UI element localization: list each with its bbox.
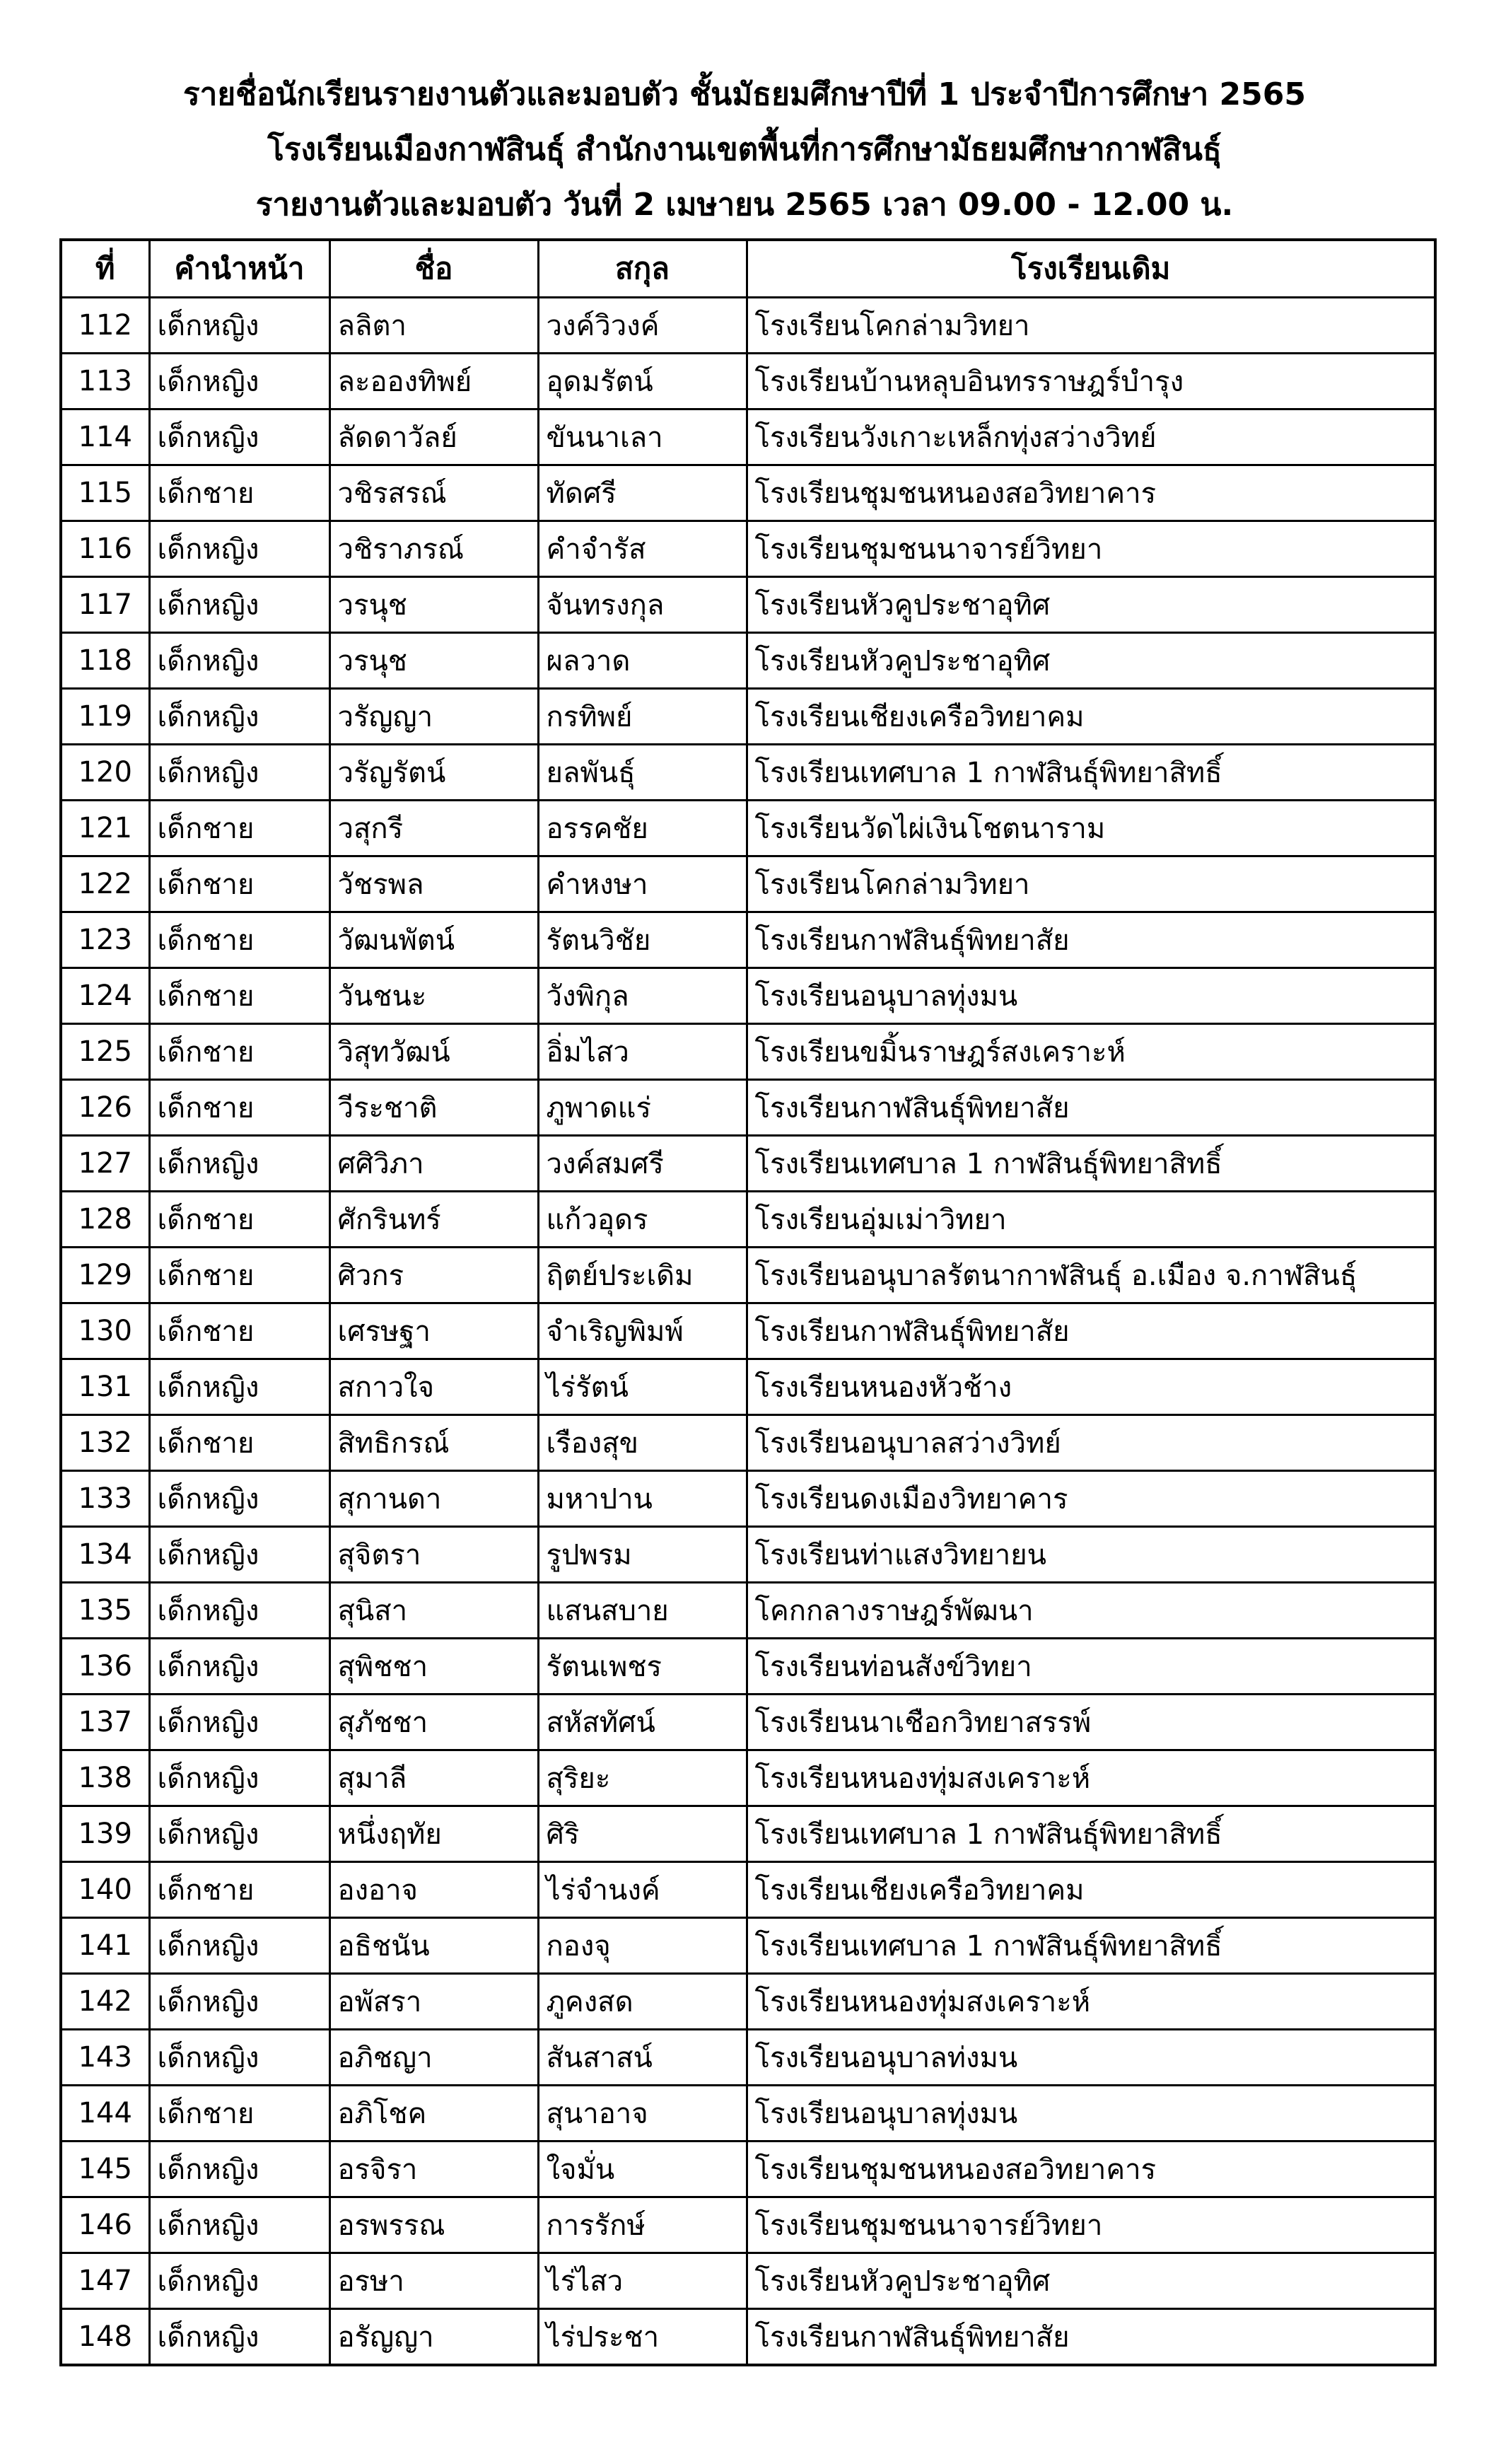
cell-previous-school: โรงเรียนชุมชนนาจารย์วิทยา	[747, 521, 1435, 577]
cell-last-name: รัตนเพชร	[538, 1639, 747, 1695]
cell-last-name: ผลวาด	[538, 633, 747, 689]
cell-number: 124	[61, 968, 149, 1024]
table-body	[61, 298, 1435, 2366]
cell-last-name: ศิริ	[538, 1806, 747, 1862]
cell-last-name: รูปพรม	[538, 1527, 747, 1583]
cell-previous-school: โรงเรียนท่อนสังข์วิทยา	[747, 1639, 1435, 1695]
cell-first-name: อภิชญา	[329, 2030, 538, 2086]
column-header-prefix: คำนำหน้า	[149, 240, 329, 298]
cell-first-name: วชิราภรณ์	[329, 521, 538, 577]
cell-last-name: สันสาสน์	[538, 2030, 747, 2086]
table-row	[61, 2253, 1435, 2309]
cell-last-name: ใจมั่น	[538, 2142, 747, 2197]
cell-number: 141	[61, 1918, 149, 1974]
cell-prefix: เด็กหญิง	[149, 1918, 329, 1974]
cell-last-name: ภูพาดแร่	[538, 1080, 747, 1136]
table-row	[61, 1918, 1435, 1974]
cell-number: 135	[61, 1583, 149, 1639]
cell-prefix: เด็กหญิง	[149, 633, 329, 689]
cell-last-name: แก้วอุดร	[538, 1192, 747, 1248]
cell-previous-school: โรงเรียนอนุบาลทุ่งมน	[747, 2086, 1435, 2142]
table-row	[61, 633, 1435, 689]
table-row	[61, 1024, 1435, 1080]
cell-first-name: วชิรสรณ์	[329, 465, 538, 521]
cell-prefix: เด็กชาย	[149, 1080, 329, 1136]
cell-last-name: เรืองสุข	[538, 1415, 747, 1471]
cell-first-name: ลัดดาวัลย์	[329, 409, 538, 465]
cell-first-name: วัชรพล	[329, 856, 538, 912]
table-row	[61, 1080, 1435, 1136]
cell-prefix: เด็กหญิง	[149, 577, 329, 633]
cell-previous-school: โรงเรียนหนองหัวช้าง	[747, 1359, 1435, 1415]
cell-previous-school: โรงเรียนอนุบาลรัตนากาฬสินธุ์ อ.เมือง จ.กาฬสินธุ์	[747, 1248, 1435, 1303]
cell-number: 146	[61, 2197, 149, 2253]
table-row	[61, 1248, 1435, 1303]
cell-number: 125	[61, 1024, 149, 1080]
cell-last-name: ไร่ไสว	[538, 2253, 747, 2309]
cell-first-name: วรัญรัตน์	[329, 745, 538, 801]
cell-prefix: เด็กหญิง	[149, 2309, 329, 2366]
cell-prefix: เด็กชาย	[149, 1862, 329, 1918]
table-row	[61, 1750, 1435, 1806]
cell-number: 129	[61, 1248, 149, 1303]
cell-previous-school: โรงเรียนกาฬสินธุ์พิทยาสัย	[747, 2309, 1435, 2366]
cell-prefix: เด็กหญิง	[149, 2197, 329, 2253]
cell-first-name: ศักรินทร์	[329, 1192, 538, 1248]
cell-previous-school: โรงเรียนเทศบาล 1 กาฬสินธุ์พิทยาสิทธิ์	[747, 1806, 1435, 1862]
cell-last-name: สุริยะ	[538, 1750, 747, 1806]
cell-last-name: คำจำรัส	[538, 521, 747, 577]
cell-last-name: จันทรงกุล	[538, 577, 747, 633]
cell-last-name: มหาปาน	[538, 1471, 747, 1527]
cell-last-name: วงค์วิวงค์	[538, 298, 747, 354]
cell-last-name: วงค์สมศรี	[538, 1136, 747, 1192]
cell-previous-school: โรงเรียนวัดไผ่เงินโชตนาราม	[747, 801, 1435, 856]
cell-previous-school: โรงเรียนชุมชนนาจารย์วิทยา	[747, 2197, 1435, 2253]
cell-number: 139	[61, 1806, 149, 1862]
cell-number: 126	[61, 1080, 149, 1136]
cell-number: 120	[61, 745, 149, 801]
cell-number: 122	[61, 856, 149, 912]
document-header	[0, 67, 1489, 233]
cell-prefix: เด็กหญิง	[149, 1527, 329, 1583]
table-row	[61, 689, 1435, 745]
cell-first-name: วรัญญา	[329, 689, 538, 745]
cell-prefix: เด็กชาย	[149, 1248, 329, 1303]
table-row	[61, 1415, 1435, 1471]
cell-number: 117	[61, 577, 149, 633]
cell-last-name: สุนาอาจ	[538, 2086, 747, 2142]
column-header-last-name: สกุล	[538, 240, 747, 298]
cell-previous-school: โรงเรียนเทศบาล 1 กาฬสินธุ์พิทยาสิทธิ์	[747, 745, 1435, 801]
cell-previous-school: โรงเรียนขมิ้นราษฎร์สงเคราะห์	[747, 1024, 1435, 1080]
cell-previous-school: โรงเรียนอนุบาลท่งมน	[747, 2030, 1435, 2086]
table-row	[61, 968, 1435, 1024]
table-row	[61, 2197, 1435, 2253]
table-row	[61, 2142, 1435, 2197]
cell-last-name: คำหงษา	[538, 856, 747, 912]
cell-number: 113	[61, 354, 149, 409]
cell-number: 127	[61, 1136, 149, 1192]
table-row	[61, 2309, 1435, 2366]
cell-prefix: เด็กหญิง	[149, 1750, 329, 1806]
cell-prefix: เด็กหญิง	[149, 745, 329, 801]
cell-prefix: เด็กหญิง	[149, 521, 329, 577]
cell-prefix: เด็กหญิง	[149, 2253, 329, 2309]
cell-previous-school: โรงเรียนบ้านหลุบอินทรราษฎร์บำรุง	[747, 354, 1435, 409]
table-row	[61, 1303, 1435, 1359]
cell-first-name: สุนิสา	[329, 1583, 538, 1639]
cell-last-name: ฤิตย์ประเดิม	[538, 1248, 747, 1303]
cell-number: 123	[61, 912, 149, 968]
cell-number: 119	[61, 689, 149, 745]
cell-first-name: อธิชนัน	[329, 1918, 538, 1974]
cell-number: 115	[61, 465, 149, 521]
table-row	[61, 1527, 1435, 1583]
cell-prefix: เด็กชาย	[149, 1024, 329, 1080]
cell-previous-school: โรงเรียนอุ่มเม่าวิทยา	[747, 1192, 1435, 1248]
cell-prefix: เด็กหญิง	[149, 1359, 329, 1415]
cell-first-name: วีระชาติ	[329, 1080, 538, 1136]
cell-number: 136	[61, 1639, 149, 1695]
cell-first-name: อรจิรา	[329, 2142, 538, 2197]
cell-last-name: รัตนวิชัย	[538, 912, 747, 968]
table-row	[61, 1471, 1435, 1527]
cell-number: 142	[61, 1974, 149, 2030]
cell-prefix: เด็กหญิง	[149, 1806, 329, 1862]
table-row	[61, 1359, 1435, 1415]
cell-prefix: เด็กชาย	[149, 1303, 329, 1359]
cell-last-name: ยลพันธุ์	[538, 745, 747, 801]
cell-first-name: ศิวกร	[329, 1248, 538, 1303]
table-row	[61, 1192, 1435, 1248]
cell-first-name: สิทธิกรณ์	[329, 1415, 538, 1471]
table-row	[61, 1136, 1435, 1192]
cell-number: 147	[61, 2253, 149, 2309]
cell-first-name: วันชนะ	[329, 968, 538, 1024]
table-row	[61, 1583, 1435, 1639]
cell-number: 112	[61, 298, 149, 354]
cell-number: 137	[61, 1695, 149, 1750]
cell-first-name: ละอองทิพย์	[329, 354, 538, 409]
table-row	[61, 354, 1435, 409]
cell-prefix: เด็กหญิง	[149, 1583, 329, 1639]
cell-previous-school: โรงเรียนกาฬสินธุ์พิทยาสัย	[747, 1303, 1435, 1359]
cell-first-name: อพัสรา	[329, 1974, 538, 2030]
cell-first-name: อรพรรณ	[329, 2197, 538, 2253]
table-row	[61, 912, 1435, 968]
cell-first-name: สกาวใจ	[329, 1359, 538, 1415]
cell-first-name: วิสุทวัฒน์	[329, 1024, 538, 1080]
cell-previous-school: โรงเรียนหัวคูประชาอุทิศ	[747, 2253, 1435, 2309]
cell-previous-school: โรงเรียนท่าแสงวิทยายน	[747, 1527, 1435, 1583]
table-row	[61, 521, 1435, 577]
cell-first-name: สุภัชชา	[329, 1695, 538, 1750]
cell-previous-school: โรงเรียนเชียงเครือวิทยาคม	[747, 689, 1435, 745]
table-row	[61, 577, 1435, 633]
cell-number: 132	[61, 1415, 149, 1471]
cell-prefix: เด็กหญิง	[149, 2030, 329, 2086]
table-row	[61, 1974, 1435, 2030]
cell-number: 121	[61, 801, 149, 856]
cell-number: 130	[61, 1303, 149, 1359]
cell-prefix: เด็กหญิง	[149, 1471, 329, 1527]
cell-first-name: ศศิวิภา	[329, 1136, 538, 1192]
cell-first-name: อภิโชค	[329, 2086, 538, 2142]
cell-first-name: สุกานดา	[329, 1471, 538, 1527]
cell-last-name: อิ่มไสว	[538, 1024, 747, 1080]
cell-first-name: อรษา	[329, 2253, 538, 2309]
cell-first-name: ลลิตา	[329, 298, 538, 354]
cell-previous-school: โรงเรียนโคกล่ามวิทยา	[747, 298, 1435, 354]
cell-last-name: การรักษ์	[538, 2197, 747, 2253]
cell-last-name: ไร่จำนงค์	[538, 1862, 747, 1918]
cell-last-name: วังพิกุล	[538, 968, 747, 1024]
cell-first-name: วัฒนพัตน์	[329, 912, 538, 968]
table-row	[61, 2086, 1435, 2142]
cell-prefix: เด็กหญิง	[149, 1974, 329, 2030]
cell-number: 144	[61, 2086, 149, 2142]
cell-first-name: สุพิชชา	[329, 1639, 538, 1695]
cell-prefix: เด็กหญิง	[149, 298, 329, 354]
cell-previous-school: โรงเรียนกาฬสินธุ์พิทยาสัย	[747, 1080, 1435, 1136]
cell-prefix: เด็กชาย	[149, 2086, 329, 2142]
cell-first-name: สุจิตรา	[329, 1527, 538, 1583]
header-title-line-3: รายงานตัวและมอบตัว วันที่ 2 เมษายน 2565 เวลา 09.00 - 12.00 น.	[255, 187, 1234, 223]
cell-number: 114	[61, 409, 149, 465]
cell-previous-school: โรงเรียนดงเมืองวิทยาคาร	[747, 1471, 1435, 1527]
cell-previous-school: โรงเรียนชุมชนหนองสอวิทยาคาร	[747, 465, 1435, 521]
cell-number: 116	[61, 521, 149, 577]
table-row	[61, 856, 1435, 912]
cell-last-name: ไร่รัตน์	[538, 1359, 747, 1415]
table-row	[61, 801, 1435, 856]
cell-previous-school: โรงเรียนหัวคูประชาอุทิศ	[747, 577, 1435, 633]
header-title-line-2: โรงเรียนเมืองกาฬสินธุ์ สำนักงานเขตพื้นที่การศึกษามัธยมศึกษากาฬสินธุ์	[267, 132, 1222, 168]
cell-prefix: เด็กชาย	[149, 912, 329, 968]
cell-previous-school: โรงเรียนอนุบาลทุ่งมน	[747, 968, 1435, 1024]
table-row	[61, 745, 1435, 801]
cell-previous-school: โรงเรียนโคกล่ามวิทยา	[747, 856, 1435, 912]
cell-previous-school: โรงเรียนวังเกาะเหล็กทุ่งสว่างวิทย์	[747, 409, 1435, 465]
cell-prefix: เด็กหญิง	[149, 2142, 329, 2197]
cell-number: 133	[61, 1471, 149, 1527]
cell-number: 143	[61, 2030, 149, 2086]
cell-prefix: เด็กหญิง	[149, 409, 329, 465]
table-row	[61, 409, 1435, 465]
cell-previous-school: โรงเรียนชุมชนหนองสอวิทยาคาร	[747, 2142, 1435, 2197]
cell-previous-school: โรงเรียนเชียงเครือวิทยาคม	[747, 1862, 1435, 1918]
cell-number: 118	[61, 633, 149, 689]
cell-last-name: อุดมรัตน์	[538, 354, 747, 409]
cell-first-name: วรนุช	[329, 577, 538, 633]
cell-previous-school: โรงเรียนหัวคูประชาอุทิศ	[747, 633, 1435, 689]
cell-prefix: เด็กชาย	[149, 968, 329, 1024]
cell-previous-school: โรงเรียนอนุบาลสว่างวิทย์	[747, 1415, 1435, 1471]
cell-last-name: ทัดศรี	[538, 465, 747, 521]
cell-prefix: เด็กชาย	[149, 856, 329, 912]
cell-prefix: เด็กหญิง	[149, 1639, 329, 1695]
table-row	[61, 2030, 1435, 2086]
cell-previous-school: โคกกลางราษฎร์พัฒนา	[747, 1583, 1435, 1639]
cell-prefix: เด็กชาย	[149, 801, 329, 856]
table-header-row	[61, 240, 1435, 298]
cell-number: 145	[61, 2142, 149, 2197]
table-row	[61, 1639, 1435, 1695]
cell-number: 140	[61, 1862, 149, 1918]
cell-previous-school: โรงเรียนเทศบาล 1 กาฬสินธุ์พิทยาสิทธิ์	[747, 1136, 1435, 1192]
cell-prefix: เด็กหญิง	[149, 689, 329, 745]
table-row	[61, 1862, 1435, 1918]
cell-first-name: หนึ่งฤทัย	[329, 1806, 538, 1862]
cell-first-name: เศรษฐา	[329, 1303, 538, 1359]
column-header-previous-school: โรงเรียนเดิม	[747, 240, 1435, 298]
student-roster-table	[59, 238, 1437, 2366]
cell-previous-school: โรงเรียนหนองทุ่มสงเคราะห์	[747, 1974, 1435, 2030]
header-title-line-1: รายชื่อนักเรียนรายงานตัวและมอบตัว ชั้นมัธยมศึกษาปีที่ 1 ประจำปีการศึกษา 2565	[183, 76, 1306, 112]
cell-first-name: สุมาลี	[329, 1750, 538, 1806]
cell-previous-school: โรงเรียนนาเชือกวิทยาสรรพ์	[747, 1695, 1435, 1750]
cell-number: 138	[61, 1750, 149, 1806]
cell-last-name: ไร่ประชา	[538, 2309, 747, 2366]
cell-prefix: เด็กหญิง	[149, 1136, 329, 1192]
table-header	[61, 240, 1435, 298]
cell-previous-school: โรงเรียนหนองทุ่มสงเคราะห์	[747, 1750, 1435, 1806]
cell-first-name: อรัญญา	[329, 2309, 538, 2366]
cell-last-name: แสนสบาย	[538, 1583, 747, 1639]
cell-first-name: องอาจ	[329, 1862, 538, 1918]
column-header-number: ที่	[61, 240, 149, 298]
cell-last-name: กองจุ	[538, 1918, 747, 1974]
cell-previous-school: โรงเรียนเทศบาล 1 กาฬสินธุ์พิทยาสิทธิ์	[747, 1918, 1435, 1974]
cell-number: 128	[61, 1192, 149, 1248]
cell-prefix: เด็กหญิง	[149, 354, 329, 409]
cell-prefix: เด็กชาย	[149, 465, 329, 521]
table-row	[61, 465, 1435, 521]
column-header-first-name: ชื่อ	[329, 240, 538, 298]
cell-first-name: วสุกรี	[329, 801, 538, 856]
cell-last-name: กรทิพย์	[538, 689, 747, 745]
cell-first-name: วรนุช	[329, 633, 538, 689]
cell-last-name: ขันนาเลา	[538, 409, 747, 465]
cell-last-name: ภูคงสด	[538, 1974, 747, 2030]
cell-prefix: เด็กชาย	[149, 1192, 329, 1248]
cell-last-name: สหัสทัศน์	[538, 1695, 747, 1750]
cell-number: 131	[61, 1359, 149, 1415]
table-row	[61, 1806, 1435, 1862]
cell-prefix: เด็กชาย	[149, 1415, 329, 1471]
cell-previous-school: โรงเรียนกาฬสินธุ์พิทยาสัย	[747, 912, 1435, 968]
cell-last-name: จำเริญพิมพ์	[538, 1303, 747, 1359]
cell-last-name: อรรคชัย	[538, 801, 747, 856]
cell-number: 148	[61, 2309, 149, 2366]
table-row	[61, 1695, 1435, 1750]
table-row	[61, 298, 1435, 354]
cell-prefix: เด็กหญิง	[149, 1695, 329, 1750]
cell-number: 134	[61, 1527, 149, 1583]
